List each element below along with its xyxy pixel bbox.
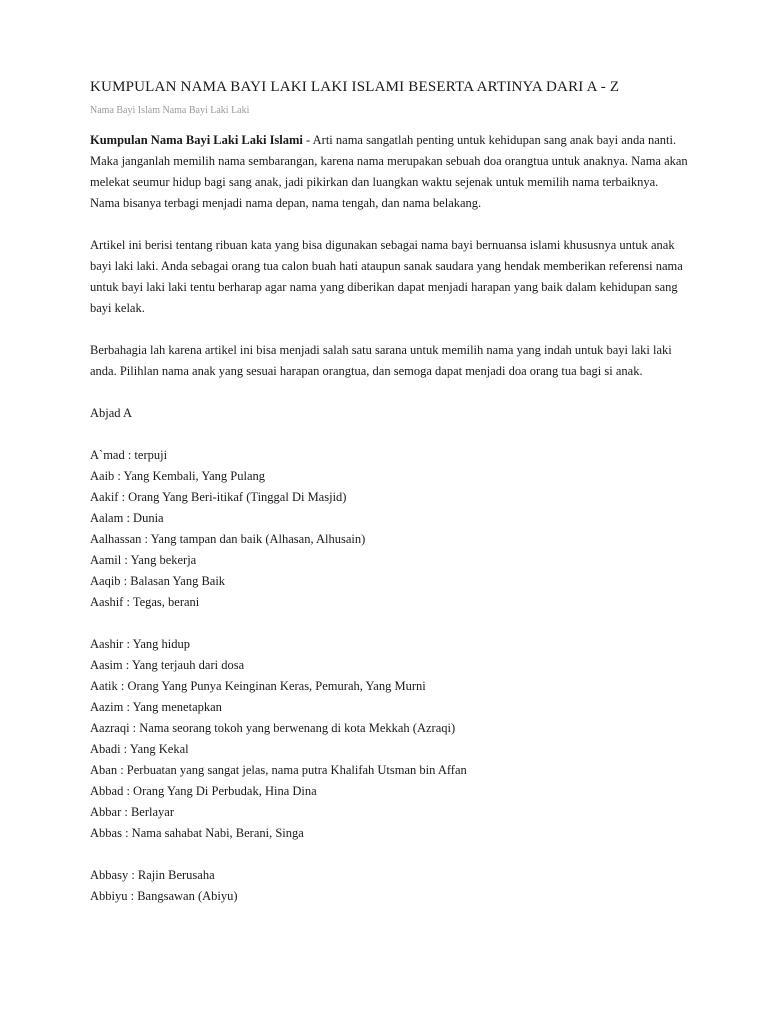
paragraph-2: Artikel ini berisi tentang ribuan kata yang bisa digunakan sebagai nama bayi bernuansa islami khususnya untuk anak bayi laki laki. Anda sebagai orang tua calon buah hati ataupun sanak saudara yang hendak memberikan referensi nama untuk bayi laki laki tentu berharap agar nama yang diberikan dapat menjadi harapan yang baik dalam kehidupan sang bayi kelak. xyxy=(90,238,683,315)
intro-text: - Arti nama sangatlah penting untuk kehidupan sang anak bayi anda nanti. Maka janganlah memilih nama sembarangan, karena nama merupakan sebuah doa orangtua untuk anaknya. Nama akan melekat seumur hidup bagi sang anak, jadi pikirkan dan luangkan waktu sejenak untuk memilih nama terbaiknya. Nama bisanya terbagi menjadi nama depan, nama tengah, dan nama belakang. xyxy=(90,133,688,210)
list-item: Aalhassan : Yang tampan dan baik (Alhasan, Alhusain) xyxy=(90,532,366,546)
page-title: KUMPULAN NAMA BAYI LAKI LAKI ISLAMI BESERTA ARTINYA DARI A - Z xyxy=(90,79,620,95)
list-item: Abbasy : Rajin Berusaha xyxy=(90,868,215,882)
list-item: Aalam : Dunia xyxy=(90,511,164,525)
list-item: Aaqib : Balasan Yang Baik xyxy=(90,574,226,588)
list-item: Abadi : Yang Kekal xyxy=(90,742,189,756)
list-item: Abbiyu : Bangsawan (Abiyu) xyxy=(90,889,238,903)
document-page xyxy=(90,78,690,907)
list-item: Aazraqi : Nama seorang tokoh yang berwenang di kota Mekkah (Azraqi) xyxy=(90,721,456,735)
intro-lead: Kumpulan Nama Bayi Laki Laki Islami xyxy=(90,133,303,147)
list-item: Abbar : Berlayar xyxy=(90,805,174,819)
name-list-group-2 xyxy=(90,634,690,844)
section-heading: Abjad A xyxy=(90,406,133,420)
list-item: Aashir : Yang hidup xyxy=(90,637,191,651)
list-item: Aaib : Yang Kembali, Yang Pulang xyxy=(90,469,266,483)
list-item: Aban : Perbuatan yang sangat jelas, nama putra Khalifah Utsman bin Affan xyxy=(90,763,467,777)
list-item: Abbad : Orang Yang Di Perbudak, Hina Dina xyxy=(90,784,317,798)
intro-paragraph xyxy=(90,130,690,214)
list-item: A`mad : terpuji xyxy=(90,448,168,462)
list-item: Aakif : Orang Yang Beri-itikaf (Tinggal Di Masjid) xyxy=(90,490,347,504)
page-subtitle: Nama Bayi Islam Nama Bayi Laki Laki xyxy=(90,105,250,116)
list-item: Aamil : Yang bekerja xyxy=(90,553,197,567)
name-list-group-1 xyxy=(90,445,690,613)
list-item: Aasim : Yang terjauh dari dosa xyxy=(90,658,245,672)
paragraph-3: Berbahagia lah karena artikel ini bisa menjadi salah satu sarana untuk memilih nama yang indah untuk bayi laki laki anda. Pilihlan nama anak yang sesuai harapan orangtua, dan semoga dapat menjadi doa orang tua bagi si anak. xyxy=(90,343,672,378)
list-item: Aatik : Orang Yang Punya Keinginan Keras, Pemurah, Yang Murni xyxy=(90,679,426,693)
name-list-group-3 xyxy=(90,865,690,907)
list-item: Aashif : Tegas, berani xyxy=(90,595,200,609)
list-item: Aazim : Yang menetapkan xyxy=(90,700,222,714)
list-item: Abbas : Nama sahabat Nabi, Berani, Singa xyxy=(90,826,304,840)
